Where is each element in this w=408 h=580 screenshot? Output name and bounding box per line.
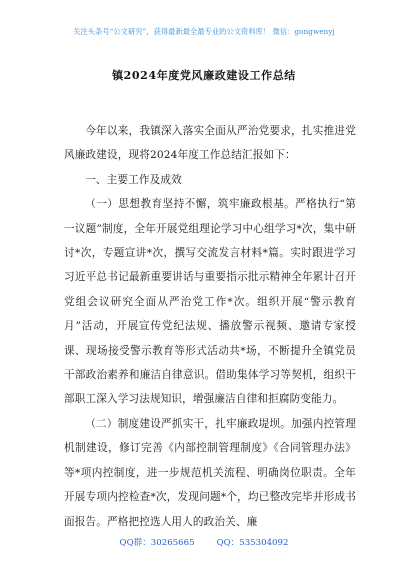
footer-qq-number: QQ：535304092 (216, 538, 289, 548)
paragraph-institutional-building: （二）制度建设严抓实干，扎牢廉政堤坝。加强内控管理机制建设，修订完善《内部控制管理制度》《合同管理办法》等*项内控制度，进一步规范机关流程、明确岗位职责。全年开展专项内控检查*次，发现问题*个，均已整改完毕并形成书面报告。严格把控选人用人的政治关、廉 (64, 417, 356, 528)
footer-qq-group: QQ群：30265665 (119, 538, 195, 548)
document-title: 镇2024年度党风廉政建设工作总结 (112, 69, 296, 82)
section-heading: 一、主要工作及成效 (85, 173, 182, 186)
document-body (64, 119, 356, 534)
intro-paragraph: 今年以来，我镇深入落实全面从严治党要求，扎实推进党风廉政建设，现将2024年度工作总结汇报如下： (64, 125, 356, 162)
footer-contact (0, 536, 408, 548)
paragraph-ideological-education: （一）思想教育坚持不懈，筑牢廉政根基。严格执行“第一议题”制度，全年开展党组理论学习中心组学习*次，集中研讨*次，专题宣讲*次，撰写交流发言材料*篇。实时跟进学习习近平总书记最新重要讲话与重要指示批示精神全年累计召开党组会议研究全面从严治党工作*次。组织开展“警示教育月”活动，开展宣传党纪法规、播放警示视频、邀请专家授课、现场接受警示教育等形式活动共*场，不断提升全镇党员干部政治素养和廉洁自律意识。借助集体学习等契机，组织干部职工深入学习法规知识，增强廉洁自律和拒腐防变能力。 (64, 198, 356, 406)
header-banner: 关注头条号“公文研究”，获得最新最全最专业的公文资料库！ 微信：gongwenyj (73, 27, 335, 36)
